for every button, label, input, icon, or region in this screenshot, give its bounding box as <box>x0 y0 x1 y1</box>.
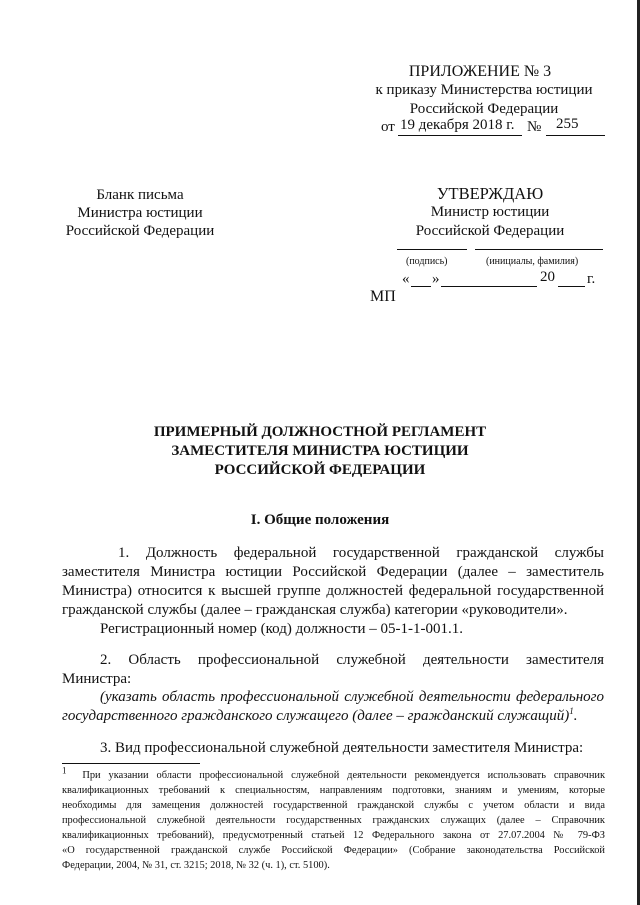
doc-title-line: РОССИЙСКОЙ ФЕДЕРАЦИИ <box>214 462 426 478</box>
footnote-line: «О государственной гражданской службе Российской Федерации» (Собрание законодательства Российской <box>62 845 605 856</box>
from-label: от <box>381 119 395 135</box>
footnote-line: $^1$ При указании области профессиональной служебной деятельности рекомендуется использовать справочник <box>62 765 605 781</box>
paragraph-line: Министра: <box>62 671 132 687</box>
registration-number: Регистрационный номер (код) должности – 05-1-1-001.1. <box>100 621 464 637</box>
date-close-quote: » <box>432 271 440 287</box>
year-suffix: г. <box>587 271 596 287</box>
paragraph-line: заместителя Министра юстиции Российской Федерации (далее – заместитель <box>62 564 604 580</box>
month-line <box>441 286 537 287</box>
year-prefix: 20 <box>540 269 555 285</box>
letterhead-line: Бланк письма <box>96 187 184 203</box>
footnote-line: необходимы для замещения должностей государственной гражданской службы с учетом области и вида <box>62 800 605 811</box>
paragraph-line: гражданской службы (далее – гражданская служба) категории «руководители». <box>62 602 568 618</box>
paragraph-line: 2. Область профессиональной служебной деятельности заместителя <box>100 652 604 668</box>
footnote-line: профессиональной служебной деятельности государственных гражданских служащих (далее – Справочник <box>62 815 605 826</box>
doc-title-line: ЗАМЕСТИТЕЛЯ МИНИСТРА ЮСТИЦИИ <box>171 443 469 459</box>
approval-line: Российской Федерации <box>415 223 565 239</box>
number-underline <box>546 135 605 136</box>
footnote-separator <box>62 763 200 764</box>
name-line <box>475 249 603 250</box>
footnote-line: квалификационных требований), предусмотренный статьей 12 Федерального закона от 27.07.2004 № 79-ФЗ <box>62 830 605 841</box>
footnote-ref[interactable]: 1 <box>569 706 574 716</box>
signature-caption: (подпись) <box>406 256 448 267</box>
appendix-line1: к приказу Министерства юстиции <box>375 82 593 98</box>
italic-line: государственного гражданского служащего (далее – гражданский служащий)$^1$. <box>62 706 578 724</box>
year-line <box>558 286 585 287</box>
signature-line <box>397 249 467 250</box>
order-number: 255 <box>556 116 579 132</box>
footnote-line: квалификационных требований к специальностям, направлениям подготовки, знаниям и умениям, которые <box>62 785 605 796</box>
appendix-line2: Российской Федерации <box>409 101 559 117</box>
number-label: № <box>527 119 542 135</box>
paragraph-line: 1. Должность федеральной государственной гражданской службы <box>118 545 604 561</box>
day-line <box>411 286 431 287</box>
approval-title: УТВЕРЖДАЮ <box>436 184 544 203</box>
seal-mark: МП <box>370 288 396 305</box>
paragraph-line: 3. Вид профессиональной служебной деятельности заместителя Министра: <box>100 740 584 756</box>
footnote-line: Федерации, 2004, № 31, ст. 3215; 2018, № 32 (ч. 1), ст. 5100). <box>62 860 330 871</box>
approval-line: Министр юстиции <box>430 204 550 220</box>
footnote-mark: 1 <box>62 765 67 776</box>
letterhead-line: Министра юстиции <box>77 205 203 221</box>
appendix-title: ПРИЛОЖЕНИЕ № 3 <box>408 63 552 80</box>
date-underline <box>398 135 522 136</box>
paragraph-line: Министра) относится к высшей группе должностей федеральной государственной <box>62 583 604 599</box>
letterhead-line: Российской Федерации <box>65 223 215 239</box>
date-open-quote: « <box>402 271 410 287</box>
name-caption: (инициалы, фамилия) <box>486 256 579 267</box>
order-date: 19 декабря 2018 г. <box>400 117 515 133</box>
doc-title-line: ПРИМЕРНЫЙ ДОЛЖНОСТНОЙ РЕГЛАМЕНТ <box>153 424 487 440</box>
section-heading: I. Общие положения <box>250 512 390 528</box>
italic-line: (указать область профессиональной служебной деятельности федерального <box>100 689 604 705</box>
